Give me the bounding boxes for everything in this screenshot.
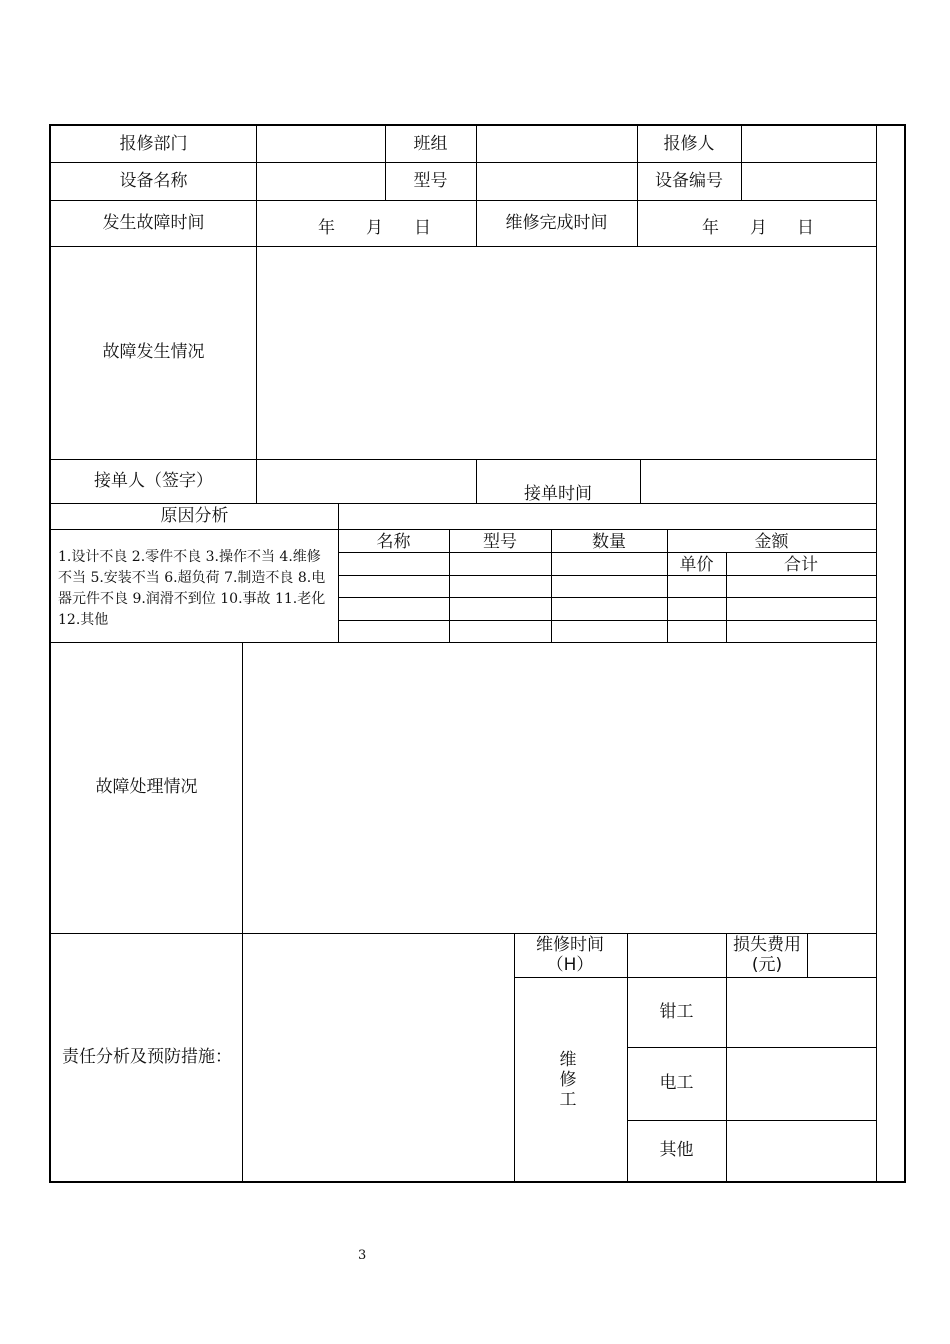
label-receiver: 接单人（签字）	[94, 470, 213, 491]
label-loss-cost: 损失费用(元)	[733, 934, 801, 975]
label-responsibility: 责任分析及预防措施：	[62, 1046, 232, 1067]
grid-line	[726, 933, 727, 1181]
reasons-list: 1.设计不良 2.零件不良 3.操作不当 4.维修不当 5.安装不当 6.超负荷 7.制造不良 8.电器元件不良 9.润滑不到位 10.事故 11.老化 12.其他	[58, 549, 326, 628]
fault-date-day: 日	[414, 218, 431, 238]
label-handling: 故障处理情况	[95, 777, 198, 798]
grid-line	[640, 459, 641, 503]
complete-date-month: 月	[750, 218, 767, 238]
label-reporter: 报修人	[663, 133, 715, 154]
label-fault-time: 发生故障时间	[102, 212, 205, 233]
label-equipment-no: 设备编号	[655, 170, 723, 191]
grid-line	[514, 933, 515, 1181]
parts-header-quantity: 数量	[592, 531, 626, 552]
grid-line	[338, 597, 876, 598]
label-repair-worker: 维修工	[559, 1050, 577, 1110]
worker-type-electrician: 电工	[659, 1073, 694, 1094]
parts-header-unit-price: 单价	[679, 554, 714, 575]
grid-line	[338, 620, 876, 621]
label-repair-hours: 维修时间（H）	[536, 934, 604, 975]
grid-line	[741, 126, 742, 200]
label-complete-time: 维修完成时间	[505, 212, 608, 233]
worker-type-fitter: 钳工	[659, 1001, 694, 1022]
label-fault-status: 故障发生情况	[102, 342, 205, 363]
page-number: 3	[358, 1248, 367, 1263]
worker-type-other: 其他	[659, 1140, 694, 1161]
parts-header-amount: 金额	[754, 531, 789, 552]
grid-line	[807, 933, 808, 977]
label-cause-analysis: 原因分析	[160, 505, 229, 526]
label-receive-time: 接单时间	[524, 483, 592, 504]
fault-date-year: 年	[318, 218, 335, 238]
complete-date-day: 日	[797, 218, 814, 238]
grid-line	[242, 642, 243, 1181]
grid-line	[338, 503, 339, 642]
parts-header-total: 合计	[784, 554, 818, 575]
grid-line	[256, 126, 257, 503]
label-repair-dept: 报修部门	[119, 133, 188, 154]
grid-line	[876, 126, 877, 1181]
parts-header-name: 名称	[376, 531, 411, 552]
label-equipment-name: 设备名称	[119, 170, 188, 191]
label-model: 型号	[413, 170, 448, 191]
parts-header-model: 型号	[483, 531, 517, 552]
complete-date-year: 年	[702, 218, 719, 238]
label-team: 班组	[413, 133, 448, 154]
fault-date-month: 月	[366, 218, 383, 238]
